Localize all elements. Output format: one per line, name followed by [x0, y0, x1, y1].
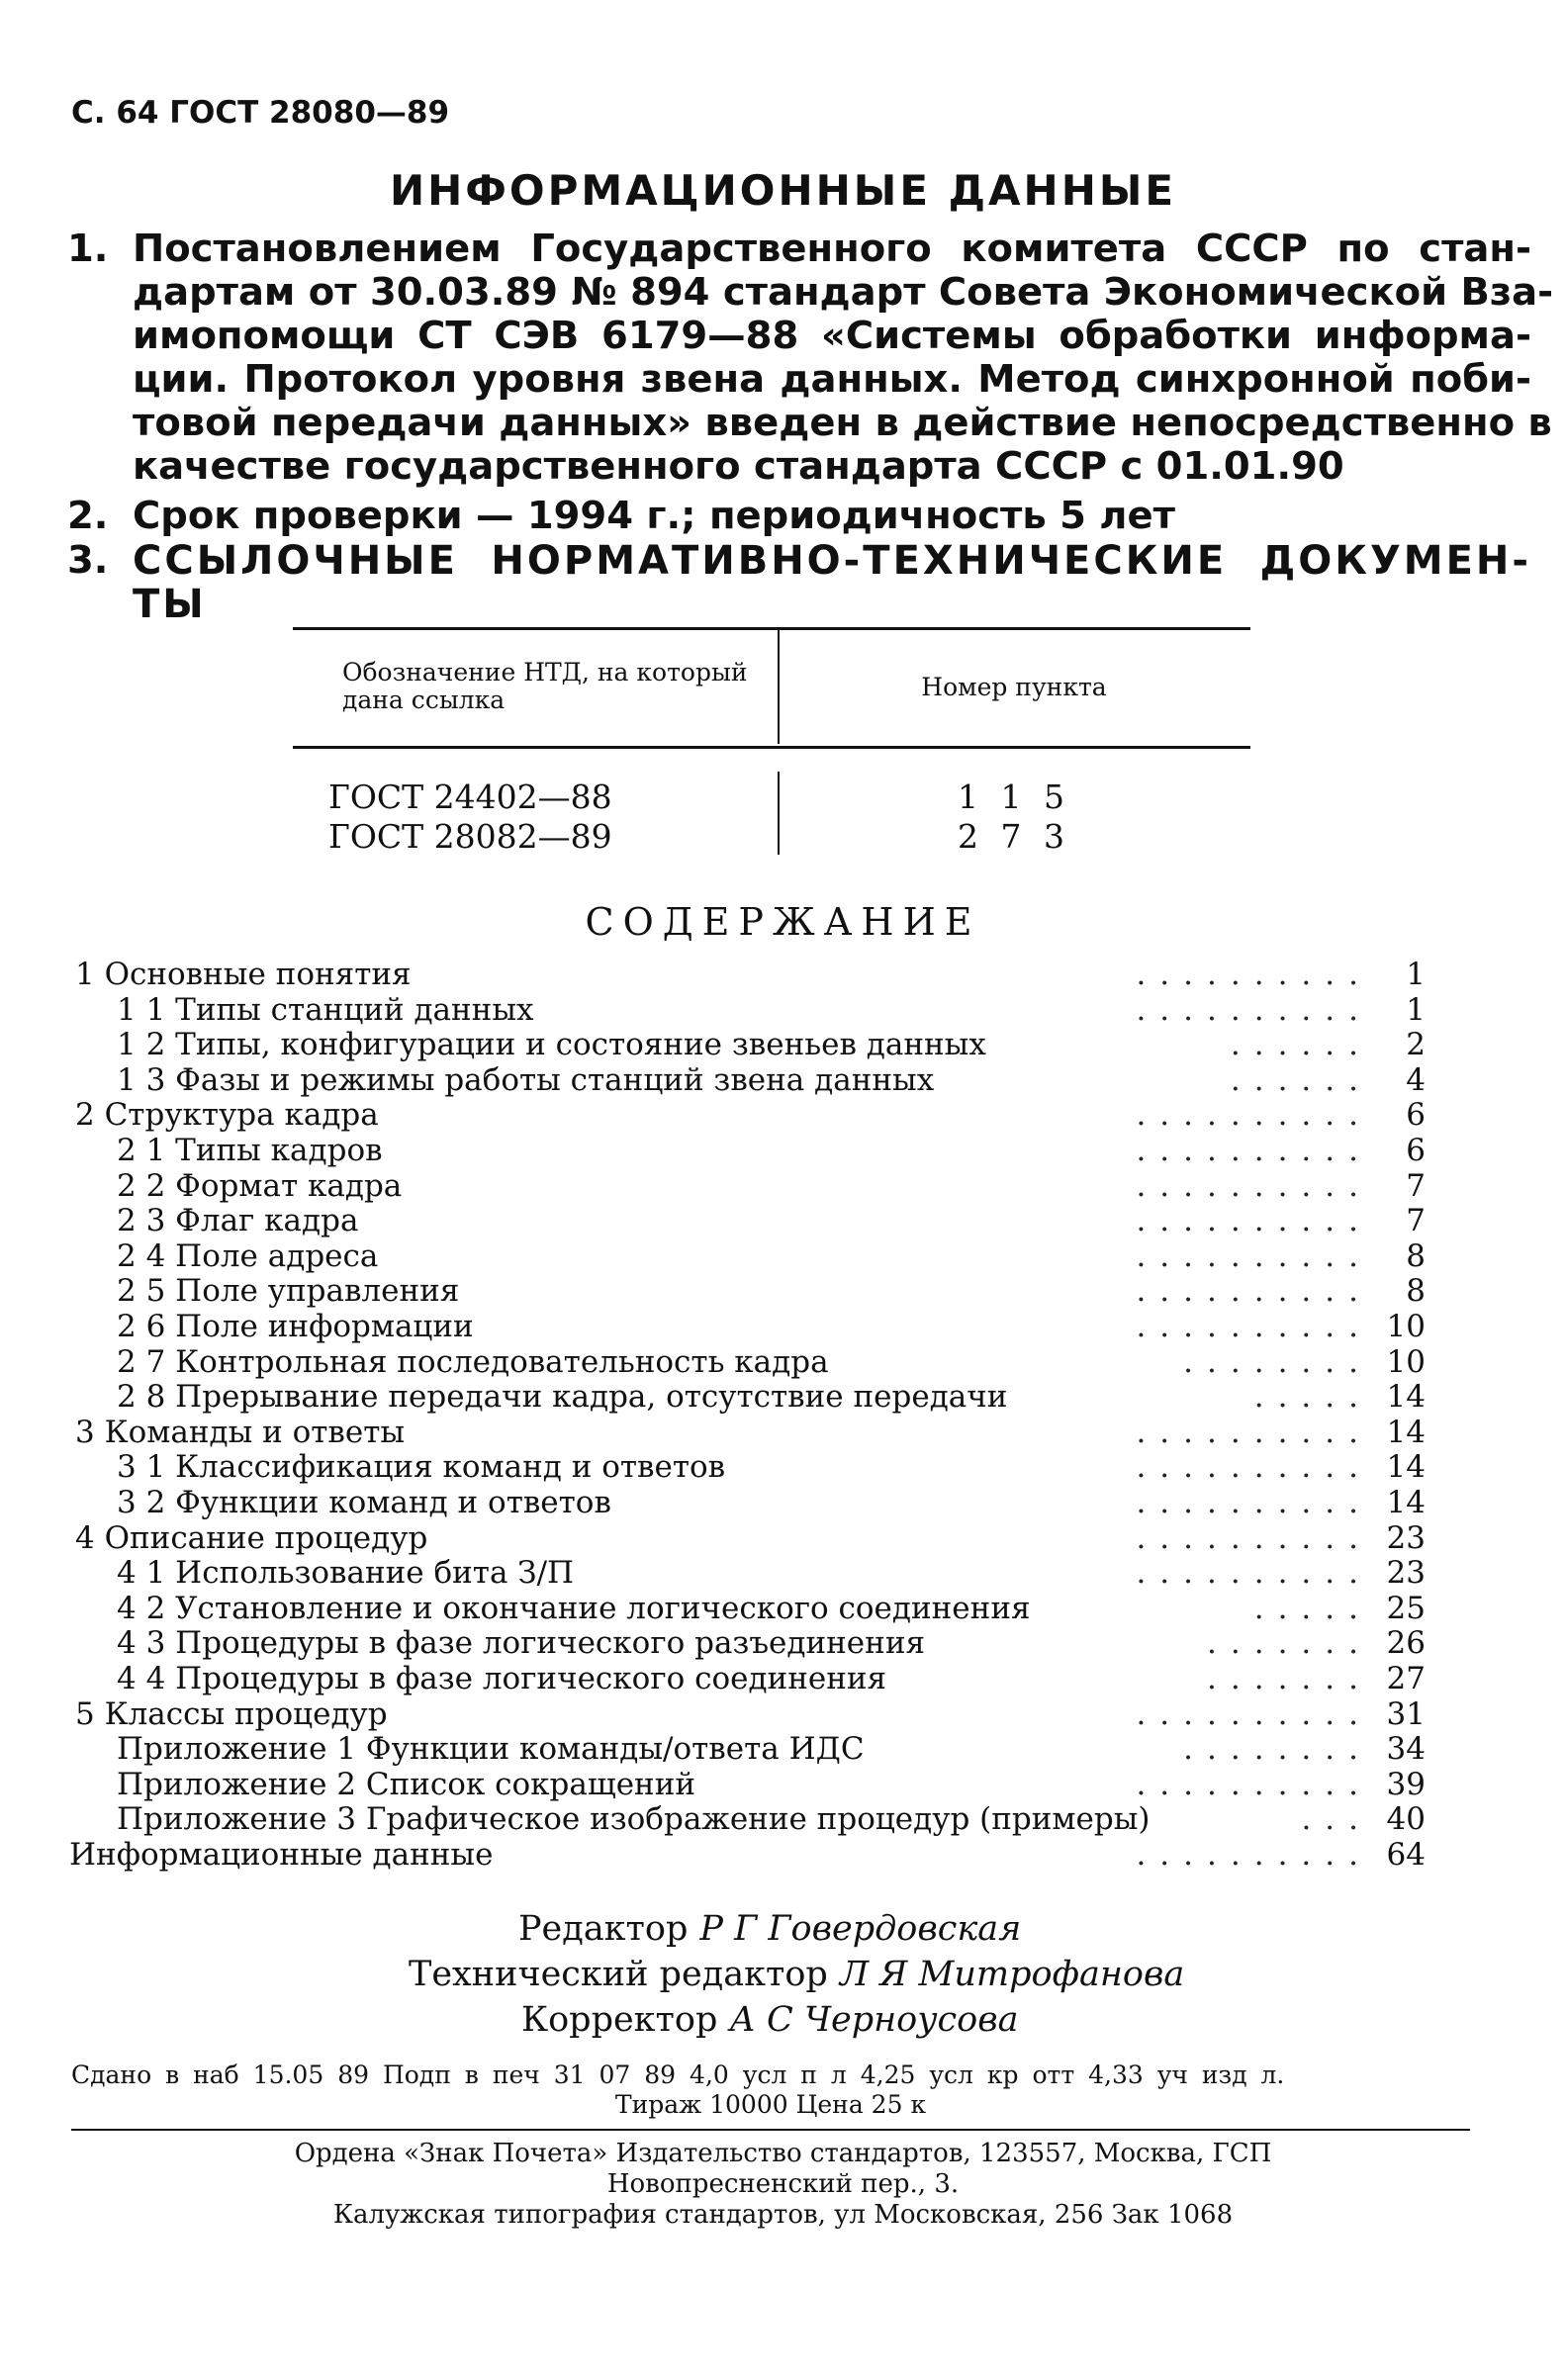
toc-entry-page: 10 [1386, 1309, 1426, 1344]
item-line: Постановлением Государственного комитета СССР по стан- [133, 227, 1531, 271]
toc-entry-label: 3 1 Классификация команд и ответов [117, 1449, 726, 1486]
item-number: 2. [67, 494, 109, 538]
toc-entry-label: 2 7 Контрольная последовательность кадра [117, 1343, 829, 1380]
toc-dot-leader: ........ [1183, 1731, 1372, 1768]
toc-entry-page: 14 [1386, 1485, 1426, 1520]
item-line: ции. Протокол уровня звена данных. Метод синхронной поби- [133, 357, 1531, 402]
item-line: имопомощи СТ СЭВ 6179—88 «Системы обработки информа- [133, 314, 1531, 358]
section-title: ИНФОРМАЦИОННЫЕ ДАННЫЕ [389, 166, 1177, 215]
toc-entry-page: 31 [1386, 1695, 1426, 1732]
toc-entry [69, 1838, 1426, 1873]
toc-entry-label: 5 Классы процедур [75, 1695, 388, 1732]
item-line: Срок проверки — 1994 г.; периодичность 5 лет [133, 494, 1175, 538]
toc-dot-leader: .......... [1136, 991, 1372, 1028]
column-header-document: Обозначение НТД, на который дана ссылка [342, 658, 748, 714]
item-text [133, 495, 1531, 538]
item-line: ТЫ [133, 582, 207, 627]
toc-entry [75, 958, 1426, 992]
toc-dot-leader: .......... [1136, 1237, 1372, 1274]
toc-entry [117, 1063, 1426, 1098]
toc-dot-leader: ...... [1230, 1061, 1372, 1098]
toc-entry-page: 14 [1386, 1379, 1426, 1416]
toc-dot-leader: ....... [1207, 1625, 1372, 1662]
toc-entry [117, 1486, 1426, 1520]
toc-entry-label: 4 4 Процедуры в фазе логического соединения [117, 1661, 887, 1696]
table-cell-document: ГОСТ 28082—89 [328, 817, 612, 856]
toc-dot-leader: .......... [1136, 1837, 1372, 1873]
item-number: 3. [67, 538, 109, 583]
credit-proofreader [521, 2000, 1018, 2040]
toc-entry [117, 1732, 1426, 1767]
toc-entry [117, 1310, 1426, 1344]
toc-entry-page: 27 [1386, 1661, 1426, 1696]
toc-entry [117, 1204, 1426, 1238]
reference-table [293, 627, 1250, 855]
toc-entry-page: 26 [1386, 1625, 1426, 1662]
toc-entry-page: 10 [1386, 1343, 1426, 1380]
toc-entry-label: 2 Структура кадра [75, 1097, 379, 1134]
imprint-line: Сдано в наб 15.05 89 Подп в печ 31 07 89 4,0 усл п л 4,25 усл кр отт 4,33 уч изд л. [71, 2060, 1285, 2089]
toc-entry-page: 1 [1406, 991, 1426, 1028]
table-cell-point: 1 1 5 [958, 778, 1070, 816]
toc-dot-leader: .......... [1136, 957, 1372, 992]
table-cell-document: ГОСТ 24402—88 [328, 778, 612, 816]
toc-entry [117, 1274, 1426, 1309]
toc-dot-leader: .......... [1136, 1167, 1372, 1204]
toc-dot-leader: ..... [1253, 1379, 1372, 1416]
credit-role: Корректор [521, 2000, 718, 2040]
toc-entry [117, 1626, 1426, 1661]
item-line: товой передачи данных» введен в действие непосредственно в [133, 401, 1552, 445]
toc-entry-page: 6 [1406, 1133, 1426, 1168]
item-text [133, 539, 1531, 626]
publisher-line: Калужская типография стандартов, ул Московская, 256 Зак 1068 [332, 2200, 1234, 2230]
toc-entry-label: 2 8 Прерывание передачи кадра, отсутствие передачи [117, 1379, 1008, 1416]
toc-entry-label: Информационные данные [69, 1837, 494, 1873]
toc-entry-label: 1 1 Типы станций данных [117, 991, 534, 1028]
toc-entry-page: 25 [1386, 1590, 1426, 1626]
toc-entry-label: 1 2 Типы, конфигурации и состояние звеньев данных [117, 1027, 986, 1063]
toc-dot-leader: .......... [1136, 1555, 1372, 1592]
toc-entry-label: 2 3 Флаг кадра [117, 1203, 359, 1239]
toc-entry [75, 1416, 1426, 1450]
toc-entry [117, 1450, 1426, 1485]
toc-entry [117, 1169, 1426, 1204]
toc-dot-leader: .......... [1136, 1203, 1372, 1239]
toc-entry-page: 2 [1406, 1027, 1426, 1063]
toc-entry-label: 4 1 Использование бита З/П [117, 1555, 575, 1592]
toc-entry-page: 6 [1406, 1097, 1426, 1134]
publisher-line: Ордена «Знак Почета» Издательство стандартов, 123557, Москва, ГСП [294, 2139, 1272, 2168]
toc-dot-leader: .......... [1136, 1519, 1372, 1556]
toc-dot-leader: .......... [1136, 1449, 1372, 1486]
toc-entry-page: 4 [1406, 1061, 1426, 1098]
toc-dot-leader: .......... [1136, 1309, 1372, 1344]
credit-role: Технический редактор [409, 1955, 828, 1994]
toc-entry-page: 8 [1406, 1273, 1426, 1310]
toc-entry [117, 1134, 1426, 1168]
toc-entry-page: 39 [1386, 1766, 1426, 1802]
toc-dot-leader: .......... [1136, 1133, 1372, 1168]
item-text [133, 227, 1554, 489]
toc-entry-label: 2 4 Поле адреса [117, 1237, 379, 1274]
toc-entry-label: 3 Команды и ответы [75, 1414, 406, 1450]
toc-dot-leader: .......... [1136, 1766, 1372, 1802]
toc-entry-page: 14 [1386, 1449, 1426, 1486]
toc-entry [117, 1028, 1426, 1062]
item-number: 1. [67, 227, 109, 271]
toc-entry-page: 34 [1386, 1731, 1426, 1768]
toc-entry [117, 1768, 1426, 1802]
toc-entry-label: 2 5 Поле управления [117, 1273, 460, 1310]
toc-entry-page: 23 [1386, 1555, 1426, 1592]
imprint-line: Тираж 10000 Цена 25 к [614, 2090, 927, 2119]
toc-entry-page: 14 [1386, 1414, 1426, 1450]
toc-entry [75, 1521, 1426, 1556]
credit-name: А С Черноусова [729, 2000, 1019, 2040]
toc-dot-leader: .......... [1136, 1097, 1372, 1134]
credit-name: Л Я Митрофанова [839, 1955, 1185, 1994]
imprint [71, 2060, 1470, 2120]
toc-entry [117, 1239, 1426, 1274]
toc-entry-label: Приложение 3 Графическое изображение процедур (примеры) [117, 1801, 1151, 1838]
column-header-point: Номер пункта [921, 673, 1107, 701]
toc-entry [117, 1345, 1426, 1380]
toc-dot-leader: .......... [1136, 1273, 1372, 1310]
toc-entry-page: 23 [1386, 1519, 1426, 1556]
toc-entry-label: 4 3 Процедуры в фазе логического разъединения [117, 1625, 926, 1662]
toc-entry-label: 4 Описание процедур [75, 1519, 428, 1556]
publisher-line: Новопресненский пер., 3. [606, 2169, 960, 2199]
toc-entry-page: 64 [1386, 1837, 1426, 1873]
toc-dot-leader: .......... [1136, 1695, 1372, 1732]
toc-entry [117, 1556, 1426, 1591]
credit-name: Р Г Говердовская [699, 1909, 1022, 1949]
footer-rule [71, 2129, 1470, 2131]
toc-entry-page: 1 [1406, 957, 1426, 992]
toc-dot-leader: ....... [1207, 1661, 1372, 1696]
toc-entry-label: 2 2 Формат кадра [117, 1167, 403, 1204]
toc-dot-leader: ...... [1230, 1027, 1372, 1063]
toc-entry [75, 1697, 1426, 1732]
table-rule [293, 746, 1250, 749]
toc-dot-leader: .......... [1136, 1485, 1372, 1520]
toc-entry [117, 1592, 1426, 1626]
toc-entry-label: Приложение 1 Функции команды/ответа ИДС [117, 1731, 865, 1768]
toc-entry-label: 3 2 Функции команд и ответов [117, 1485, 611, 1520]
page-header: С. 64 ГОСТ 28080—89 [71, 95, 450, 131]
toc-dot-leader: ........ [1183, 1343, 1372, 1380]
toc-entry-page: 40 [1386, 1801, 1426, 1838]
table-cell-point: 2 7 3 [958, 817, 1070, 856]
toc-dot-leader: ... [1301, 1801, 1372, 1838]
table-rule [293, 627, 1250, 630]
toc-dot-leader: .......... [1136, 1414, 1372, 1450]
toc-entry [117, 993, 1426, 1028]
toc-entry-page: 7 [1406, 1203, 1426, 1239]
toc-entry-label: 2 6 Поле информации [117, 1309, 474, 1344]
item-line: качестве государственного стандарта СССР с 01.01.90 [133, 444, 1344, 489]
toc-entry [117, 1380, 1426, 1415]
toc-entry-label: 1 Основные понятия [75, 957, 412, 992]
publisher-info [0, 2139, 1566, 2231]
toc-entry-page: 7 [1406, 1167, 1426, 1204]
credit-editor [518, 1909, 1021, 1949]
credit-tech-editor [409, 1955, 1184, 1994]
toc-entry-label: 2 1 Типы кадров [117, 1133, 383, 1168]
toc-entry-label: 4 2 Установление и окончание логического соединения [117, 1590, 1031, 1626]
toc-dot-leader: ..... [1253, 1590, 1372, 1626]
credit-role: Редактор [518, 1909, 689, 1949]
toc-entry [117, 1662, 1426, 1696]
toc-entry-page: 8 [1406, 1237, 1426, 1274]
toc-entry-label: Приложение 2 Список сокращений [117, 1766, 696, 1802]
contents-title: СОДЕРЖАНИЕ [585, 900, 981, 944]
item-line: дартам от 30.03.89 № 894 стандарт Совета Экономической Вза- [133, 270, 1554, 315]
item-line: ССЫЛОЧНЫЕ НОРМАТИВНО-ТЕХНИЧЕСКИЕ ДОКУМЕН- [133, 538, 1531, 584]
toc-entry [117, 1802, 1426, 1837]
toc-entry [75, 1098, 1426, 1133]
toc-entry-label: 1 3 Фазы и режимы работы станций звена данных [117, 1061, 935, 1098]
